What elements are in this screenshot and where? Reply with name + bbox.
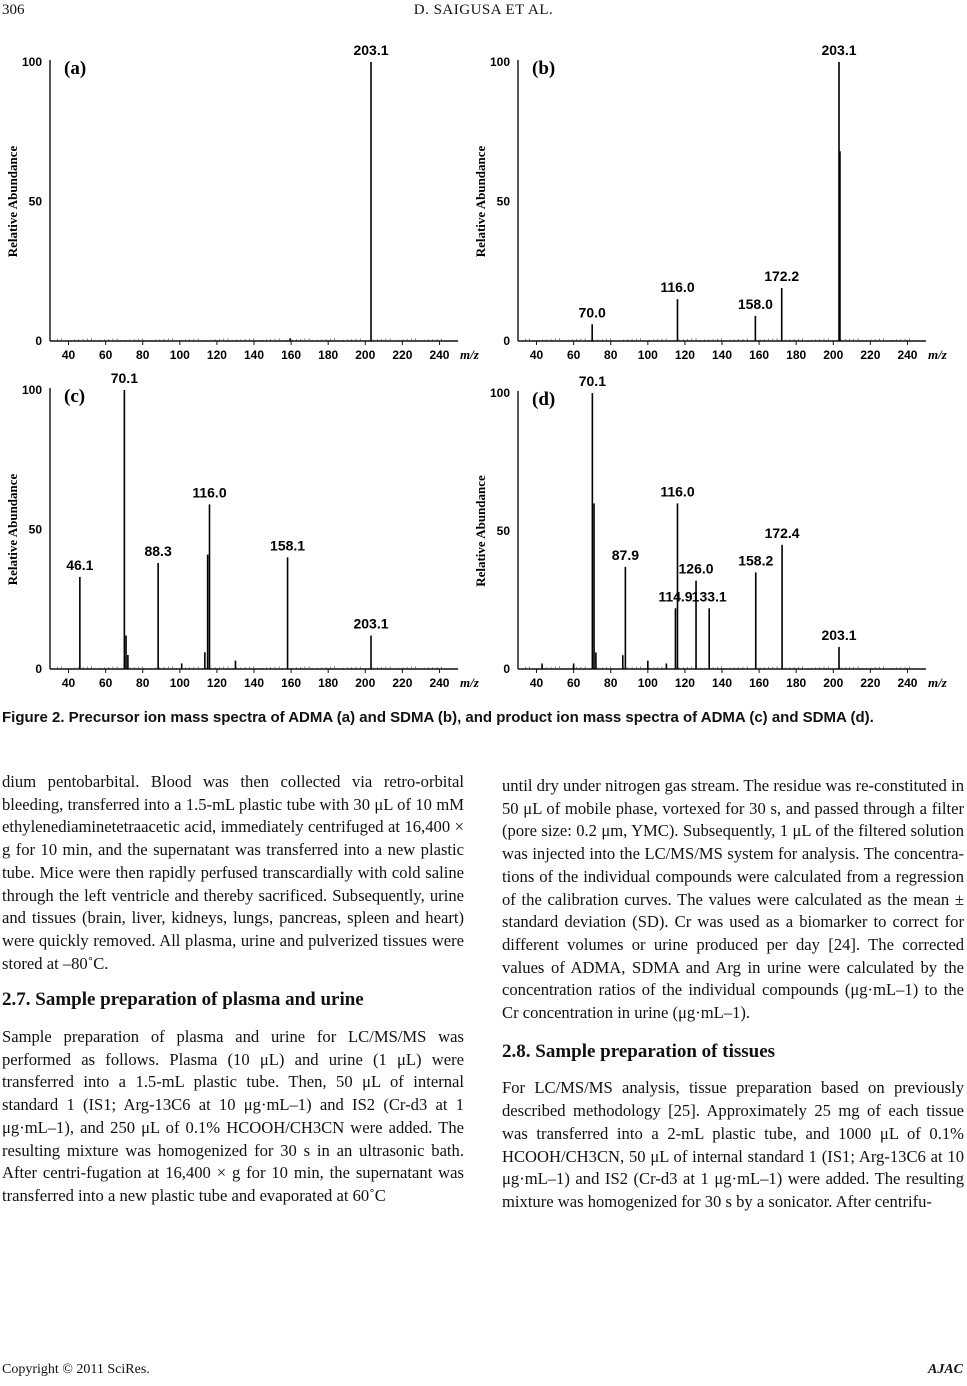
- y-tick-label: 0: [35, 334, 42, 348]
- x-tick-label: 40: [61, 348, 76, 362]
- peak-label: 172.4: [764, 524, 800, 541]
- x-tick-label: 120: [674, 348, 695, 362]
- x-tick-label: 80: [604, 676, 618, 690]
- peak-label: 172.2: [764, 267, 800, 284]
- x-tick-label: 220: [392, 348, 413, 362]
- x-tick-label: 140: [243, 676, 265, 690]
- y-tick-label: 100: [21, 383, 42, 397]
- peak-label: 158.0: [737, 295, 773, 312]
- y-tick-label: 50: [496, 194, 510, 209]
- y-tick-label: 50: [496, 524, 510, 538]
- x-tick-label: 80: [604, 348, 618, 362]
- copyright: Copyright © 2011 SciRes.: [2, 1362, 150, 1377]
- peak-label: 87.9: [611, 546, 640, 563]
- figure-2: [0, 40, 967, 700]
- right-column: [502, 775, 964, 1214]
- x-tick-label: 100: [637, 348, 658, 362]
- x-tick-label: 200: [355, 348, 376, 362]
- x-tick-label: 120: [206, 348, 227, 362]
- x-tick-label: 60: [98, 348, 113, 362]
- peak-label: 70.1: [578, 373, 606, 389]
- peak-label: 158.1: [270, 537, 306, 554]
- x-tick-label: 200: [823, 676, 844, 690]
- x-axis-unit: m/z: [460, 675, 479, 690]
- page-header: [0, 2, 967, 24]
- peak-label: 203.1: [821, 626, 857, 643]
- y-tick-label: 50: [28, 522, 42, 537]
- x-tick-label: 140: [243, 348, 265, 362]
- left-column: [2, 771, 464, 1208]
- peak-label: 70.1: [110, 370, 138, 386]
- peak-label: 116.0: [660, 279, 695, 296]
- y-axis-label: Relative Abundance: [473, 475, 488, 587]
- x-tick-label: 40: [61, 676, 76, 690]
- peak-label: 203.1: [353, 42, 389, 58]
- x-tick-label: 80: [136, 676, 150, 690]
- x-tick-label: 240: [897, 348, 918, 362]
- peak-label: 126.0: [678, 560, 714, 577]
- peak-label: 203.1: [821, 42, 857, 58]
- y-axis-label: Relative Abundance: [5, 145, 20, 258]
- right-paragraph-2: For LC/MS/MS analysis, tissue preparation based on previously described methodology [25]. Approximately 25 mg of each tissue was transferred into a 2-mL plastic tube, and 1000 μL of 0.1% HCOOH/CH3CN, 50 μL of internal standard 1 (IS1; Arg-13C6 at 10 μg·mL–1) and IS2 (Cr-d3 at 1 μg·mL–1) were added. The resulting mixture was homogenized for 30 s by a sonicator. After centrifu-: [502, 1078, 964, 1211]
- y-tick-label: 50: [28, 194, 42, 209]
- x-tick-label: 160: [749, 676, 770, 690]
- running-head: D. SAIGUSA ET AL.: [413, 2, 554, 18]
- x-tick-label: 240: [429, 348, 450, 362]
- x-tick-label: 140: [711, 676, 733, 690]
- peak-label: 114.9: [658, 588, 693, 605]
- x-tick-label: 220: [860, 348, 881, 362]
- x-tick-label: 180: [318, 348, 339, 362]
- peak-label: 70.0: [578, 304, 606, 321]
- section-heading-2-7: 2.7. Sample preparation of plasma and urine: [2, 989, 364, 1011]
- page-number: 306: [2, 2, 25, 18]
- x-axis-unit: m/z: [928, 675, 947, 690]
- y-tick-label: 100: [489, 55, 510, 69]
- x-tick-label: 100: [169, 348, 190, 362]
- y-axis-label: Relative Abundance: [473, 145, 488, 258]
- y-axis-label: Relative Abundance: [5, 473, 20, 586]
- x-axis-unit: m/z: [928, 347, 947, 362]
- x-tick-label: 220: [392, 676, 413, 690]
- y-tick-label: 0: [35, 662, 42, 676]
- x-tick-label: 200: [823, 348, 844, 362]
- peak-label: 116.0: [660, 483, 695, 500]
- x-tick-label: 40: [529, 348, 544, 362]
- peak-label: 203.1: [353, 615, 389, 632]
- panel-label: (c): [64, 386, 86, 407]
- x-tick-label: 140: [711, 348, 733, 362]
- x-tick-label: 180: [786, 348, 807, 362]
- left-paragraph-1: dium pentobarbital. Blood was then collected via retro-orbital bleeding, transferred into a 1.5-mL plastic tube with 30 μL of 10 mM ethylenediaminetetraacetic acid, immediately centrifuged at 16,400 × g for 10 min, and the supernatant was transferred into a new plastic tube. Mice were then rapidly perfused transcardially with cold saline through the left ventricle and thereby sacrificed. Subsequently, urine and tissues (brain, liver, kidneys, lungs, pancreas, spleen and heart) were quickly removed. All plasma, urine and pulverized tissues were stored at –80˚C.: [2, 772, 464, 973]
- x-tick-label: 60: [566, 348, 581, 362]
- panel-label: (b): [532, 58, 556, 79]
- x-tick-label: 60: [98, 676, 113, 690]
- panel-label: (d): [532, 389, 556, 410]
- x-tick-label: 120: [674, 676, 695, 690]
- x-tick-label: 160: [281, 676, 302, 690]
- figure-caption: Figure 2. Precursor ion mass spectra of ADMA (a) and SDMA (b), and product ion mass spectra of ADMA (c) and SDMA (d).: [2, 709, 874, 726]
- right-paragraph-1: until dry under nitrogen gas stream. The residue was re-constituted in 50 μL of mobile phase, vortexed for 30 s, and passed through a filter (pore size: 0.2 μm, YMC). Subsequently, 1 μL of the filtered solution was injected into the LC/MS/MS system for analysis. The concentra-tions of the individual compounds were calculated from a regression of the calibration curves. The values were calculated as the mean ± standard deviation (SD). Cr was used as a biomarker to correct for different volumes or urine produced per day [24]. The corrected values of ADMA, SDMA and Arg in urine were calculated by the concentration ratios of the individual compounds (μg·mL–1) to the Cr concentration in urine (μg·mL–1).: [502, 776, 964, 1023]
- peak-label: 46.1: [66, 556, 94, 573]
- x-tick-label: 220: [860, 676, 881, 690]
- x-tick-label: 60: [566, 676, 581, 690]
- left-paragraph-2: Sample preparation of plasma and urine for LC/MS/MS was performed as follows. Plasma (10 μL) and urine (1 μL) were transferred into a 1.5-mL plastic tube. Then, 50 μL of internal standard 1 (IS1; Arg-13C6 at 10 μg·mL–1) and IS2 (Cr-d3 at 1 μg·mL–1), and 250 μL of 0.1% HCOOH/CH3CN were added. The resulting mixture was homogenized for 30 s in an ultrasonic bath. After centri-fugation at 16,400 × g for 10 min, the supernatant was transferred into a new plastic tube and evaporated at 60˚C: [2, 1027, 464, 1205]
- x-tick-label: 100: [169, 676, 190, 690]
- x-tick-label: 240: [429, 676, 450, 690]
- y-tick-label: 0: [503, 662, 510, 676]
- x-tick-label: 160: [281, 348, 302, 362]
- x-tick-label: 120: [206, 676, 227, 690]
- peak-label: 158.2: [738, 552, 774, 569]
- x-tick-label: 40: [529, 676, 544, 690]
- peak-label: 116.0: [192, 484, 227, 501]
- y-tick-label: 100: [489, 386, 510, 400]
- y-tick-label: 100: [21, 55, 42, 69]
- x-tick-label: 180: [786, 676, 807, 690]
- x-tick-label: 200: [355, 676, 376, 690]
- panel-label: (a): [64, 58, 87, 79]
- y-tick-label: 0: [503, 334, 510, 348]
- journal-abbrev: AJAC: [927, 1362, 963, 1377]
- mass-spectra-figure: [0, 40, 967, 700]
- peak-label: 88.3: [144, 542, 172, 559]
- x-tick-label: 80: [136, 348, 150, 362]
- x-axis-unit: m/z: [460, 347, 479, 362]
- x-tick-label: 100: [637, 676, 658, 690]
- x-tick-label: 180: [318, 676, 339, 690]
- section-heading-2-8: 2.8. Sample preparation of tissues: [502, 1040, 776, 1062]
- peak-label: 133.1: [691, 588, 727, 605]
- x-tick-label: 160: [749, 348, 770, 362]
- x-tick-label: 240: [897, 676, 918, 690]
